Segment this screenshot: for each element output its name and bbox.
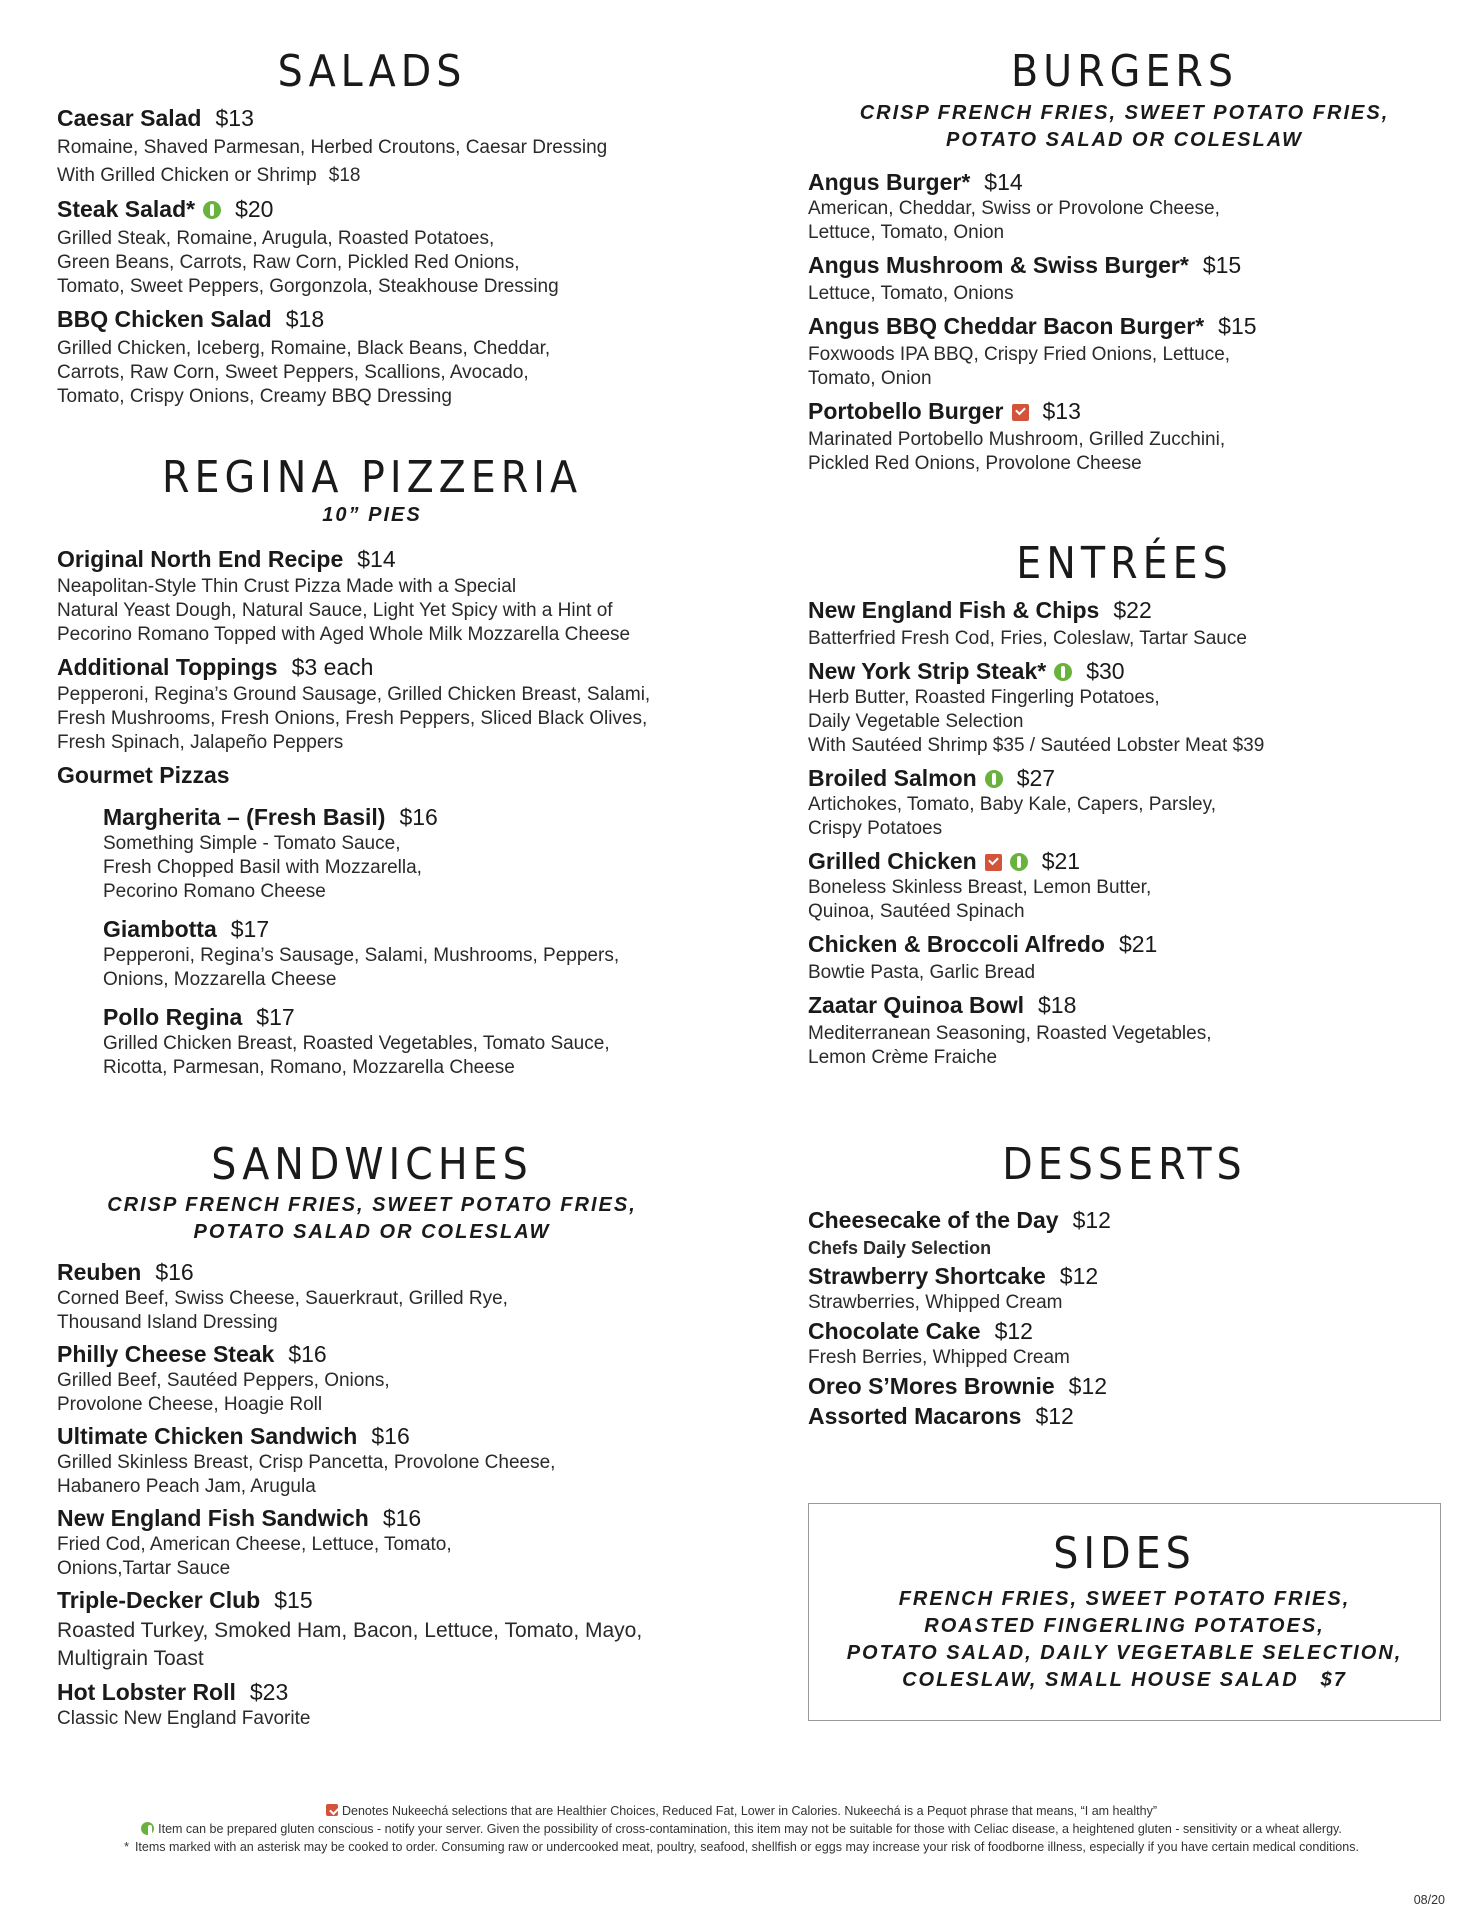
sides-price: $7: [1320, 1669, 1347, 1691]
menu-item-caesar-salad: Caesar Salad $13: [57, 105, 254, 131]
sides-title: SIDES: [1053, 1528, 1196, 1579]
nukeecha-icon: [1012, 404, 1029, 421]
item-description: Grilled Skinless Breast, Crisp Pancetta, Provolone Cheese, Habanero Peach Jam, Arugula: [57, 1452, 556, 1497]
sandwiches-subtitle: CRISP FRENCH FRIES, SWEET POTATO FRIES, POTATO SALAD OR COLESLAW: [107, 1194, 637, 1243]
menu-item-angus-burger: Angus Burger* $14: [808, 169, 1023, 195]
footnote-nukeecha: Denotes Nukeechá selections that are Healthier Choices, Reduced Fat, Lower in Calories. Nukeechá is a Pequot phrase that means, “I am healthy”: [0, 1802, 1483, 1820]
footnote-gluten: Item can be prepared gluten conscious - notify your server. Given the possibility of cross-contamination, this item may not be suitable for those with Celiac disease, a heightened gluten - sensitivity or a wheat allergy.: [0, 1820, 1483, 1838]
menu-item-zaatar-quinoa-bowl: Zaatar Quinoa Bowl $18: [808, 992, 1077, 1018]
item-description: Grilled Beef, Sautéed Peppers, Onions, Provolone Cheese, Hoagie Roll: [57, 1370, 390, 1415]
gourmet-pizzas-label: Gourmet Pizzas: [57, 762, 230, 788]
menu-item-margherita: Margherita – (Fresh Basil) $16: [103, 804, 438, 830]
burgers-subtitle: CRISP FRENCH FRIES, SWEET POTATO FRIES, POTATO SALAD OR COLESLAW: [859, 102, 1390, 151]
menu-item-chocolate-cake: Chocolate Cake $12: [808, 1318, 1033, 1344]
gluten-conscious-icon: [985, 770, 1003, 788]
gluten-conscious-icon: [203, 201, 221, 219]
menu-item-ny-strip-steak: New York Strip Steak* $30: [808, 658, 1125, 684]
menu-item-cheesecake: Cheesecake of the Day $12: [808, 1207, 1111, 1233]
item-description: Batterfried Fresh Cod, Fries, Coleslaw, Tartar Sauce: [808, 628, 1247, 649]
item-description: Romaine, Shaved Parmesan, Herbed Croutons, Caesar Dressing: [57, 137, 608, 158]
item-description: Foxwoods IPA BBQ, Crispy Fried Onions, Lettuce, Tomato, Onion: [808, 344, 1231, 389]
menu-item-philly-cheese-steak: Philly Cheese Steak $16: [57, 1341, 327, 1367]
item-description: Bowtie Pasta, Garlic Bread: [808, 962, 1036, 983]
entrees-title: ENTRÉES: [1016, 538, 1233, 589]
desserts-section: [808, 1206, 1448, 1431]
item-description: Classic New England Favorite: [57, 1708, 311, 1729]
menu-item-fish-and-chips: New England Fish & Chips $22: [808, 597, 1152, 623]
item-description: Boneless Skinless Breast, Lemon Butter, Quinoa, Sautéed Spinach: [808, 877, 1152, 922]
menu-item-steak-salad: Steak Salad* $20: [57, 196, 274, 222]
menu-item-oreo-smores-brownie: Oreo S’Mores Brownie $12: [808, 1373, 1108, 1399]
menu-item-fish-sandwich: New England Fish Sandwich $16: [57, 1505, 422, 1531]
item-description: Grilled Chicken Breast, Roasted Vegetables, Tomato Sauce, Ricotta, Parmesan, Romano, Mozzarella Cheese: [103, 1033, 610, 1078]
item-description: Mediterranean Seasoning, Roasted Vegetables, Lemon Crème Fraiche: [808, 1023, 1212, 1068]
footnote-asterisk: * Items marked with an asterisk may be cooked to order. Consuming raw or undercooked meat, poultry, seafood, shellfish or eggs may increase your risk of foodborne illness, especially if you have certain medical conditions.: [124, 1840, 1359, 1854]
menu-item-ultimate-chicken-sandwich: Ultimate Chicken Sandwich $16: [57, 1423, 410, 1449]
desserts-title: DESSERTS: [1002, 1139, 1247, 1190]
item-description: Fresh Berries, Whipped Cream: [808, 1347, 1070, 1368]
item-description: Lettuce, Tomato, Onions: [808, 283, 1014, 304]
entrees-section: [808, 596, 1468, 1070]
menu-item-reuben: Reuben $16: [57, 1259, 194, 1285]
item-addon: With Grilled Chicken or Shrimp $18: [57, 165, 361, 186]
gluten-conscious-icon: [1054, 663, 1072, 681]
item-description: Pepperoni, Regina’s Ground Sausage, Grilled Chicken Breast, Salami, Fresh Mushrooms, Fresh Onions, Fresh Peppers, Sliced Black Olives, Fresh Spinach, Jalapeño Peppers: [57, 684, 651, 753]
menu-item-original-north-end: Original North End Recipe $14: [57, 546, 396, 572]
menu-item-portobello-burger: Portobello Burger $13: [808, 398, 1081, 424]
sandwiches-section: [57, 1258, 697, 1731]
menu-item-grilled-chicken: Grilled Chicken $21: [808, 848, 1081, 874]
pizzeria-section: [57, 545, 697, 1080]
menu-item-broiled-salmon: Broiled Salmon $27: [808, 765, 1056, 791]
nukeecha-icon: [326, 1804, 338, 1816]
menu-item-mushroom-swiss-burger: Angus Mushroom & Swiss Burger* $15: [808, 252, 1242, 278]
menu-item-giambotta: Giambotta $17: [103, 916, 270, 942]
footnotes: [0, 1802, 1483, 1856]
item-description: Grilled Chicken, Iceberg, Romaine, Black Beans, Cheddar, Carrots, Raw Corn, Sweet Peppers, Scallions, Avocado, Tomato, Crispy Onions, Creamy BBQ Dressing: [57, 338, 551, 407]
item-description: Artichokes, Tomato, Baby Kale, Capers, Parsley, Crispy Potatoes: [808, 794, 1216, 839]
item-description: Pepperoni, Regina’s Sausage, Salami, Mushrooms, Peppers, Onions, Mozzarella Cheese: [103, 945, 620, 990]
item-description: Something Simple - Tomato Sauce, Fresh Chopped Basil with Mozzarella, Pecorino Romano Cheese: [103, 833, 422, 902]
gluten-conscious-icon: [141, 1822, 154, 1835]
salads-section: [57, 104, 697, 409]
item-description: Herb Butter, Roasted Fingerling Potatoes, Daily Vegetable Selection With Sautéed Shrimp $35 / Sautéed Lobster Meat $39: [808, 687, 1265, 756]
menu-item-triple-decker-club: Triple-Decker Club $15: [57, 1587, 313, 1613]
item-description: Neapolitan-Style Thin Crust Pizza Made with a Special Natural Yeast Dough, Natural Sauce, Light Yet Spicy with a Hint of Pecorino Romano Topped with Aged Whole Milk Mozzarella Cheese: [57, 576, 631, 645]
item-description: Chefs Daily Selection: [808, 1238, 992, 1258]
menu-item-pollo-regina: Pollo Regina $17: [103, 1004, 295, 1030]
sandwiches-title: SANDWICHES: [211, 1139, 533, 1190]
item-description: Fried Cod, American Cheese, Lettuce, Tomato, Onions,Tartar Sauce: [57, 1534, 452, 1579]
burgers-title: BURGERS: [1011, 46, 1238, 97]
sides-list: FRENCH FRIES, SWEET POTATO FRIES, ROASTED FINGERLING POTATOES, POTATO SALAD, DAILY VEGETABLE SELECTION, COLESLAW, SMALL HOUSE SALAD $7: [846, 1588, 1403, 1691]
gluten-conscious-icon: [1010, 853, 1028, 871]
salads-title: SALADS: [277, 46, 467, 97]
item-description: American, Cheddar, Swiss or Provolone Cheese, Lettuce, Tomato, Onion: [808, 198, 1220, 243]
item-description: Corned Beef, Swiss Cheese, Sauerkraut, Grilled Rye, Thousand Island Dressing: [57, 1288, 508, 1333]
menu-item-chicken-broccoli-alfredo: Chicken & Broccoli Alfredo $21: [808, 931, 1158, 957]
price: $13: [215, 105, 254, 131]
item-description: Roasted Turkey, Smoked Ham, Bacon, Lettuce, Tomato, Mayo, Multigrain Toast: [57, 1619, 643, 1670]
item-description: Grilled Steak, Romaine, Arugula, Roasted Potatoes, Green Beans, Carrots, Raw Corn, Pickled Red Onions, Tomato, Sweet Peppers, Gorgonzola, Steakhouse Dressing: [57, 228, 559, 297]
item-description: Strawberries, Whipped Cream: [808, 1292, 1063, 1313]
burgers-section: [808, 168, 1448, 476]
gourmet-pizzas-list: [103, 803, 697, 1080]
item-description: Marinated Portobello Mushroom, Grilled Zucchini, Pickled Red Onions, Provolone Cheese: [808, 429, 1226, 474]
menu-item-bbq-chicken-salad: BBQ Chicken Salad $18: [57, 306, 325, 332]
nukeecha-icon: [985, 854, 1002, 871]
menu-item-assorted-macarons: Assorted Macarons $12: [808, 1403, 1074, 1429]
page-code: 08/20: [1413, 1893, 1445, 1907]
pizzeria-subtitle: 10” PIES: [322, 504, 422, 526]
menu-item-additional-toppings: Additional Toppings $3 each: [57, 654, 374, 680]
pizzeria-title: REGINA PIZZERIA: [161, 452, 583, 503]
menu-item-strawberry-shortcake: Strawberry Shortcake $12: [808, 1263, 1099, 1289]
menu-item-bbq-cheddar-bacon-burger: Angus BBQ Cheddar Bacon Burger* $15: [808, 313, 1257, 339]
menu-item-hot-lobster-roll: Hot Lobster Roll $23: [57, 1679, 289, 1705]
sides-box: [808, 1503, 1441, 1721]
